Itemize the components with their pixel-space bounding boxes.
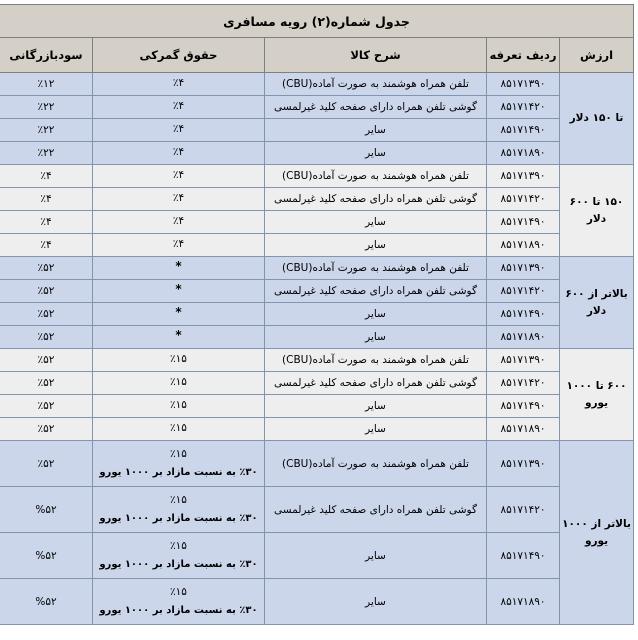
customs-duty-cell xyxy=(93,372,265,395)
commercial-profit-cell: ٪۲۲ xyxy=(0,142,93,165)
tariff-table xyxy=(0,4,634,625)
commercial-profit-cell: %۵۲ xyxy=(0,579,93,625)
value-group-cell: تا ۱۵۰ دلار xyxy=(560,73,634,165)
tariff-code-cell: ۸۵۱۷۱۸۹۰ xyxy=(487,234,560,257)
customs-duty-value: ٪۴ xyxy=(172,192,185,205)
tariff-code-cell: ۸۵۱۷۱۴۲۰ xyxy=(487,188,560,211)
table-row xyxy=(0,303,634,326)
goods-description-cell: سایر xyxy=(265,303,487,326)
goods-description-cell: گوشی تلفن همراه دارای صفحه کلید غیرلمسی xyxy=(265,487,487,533)
customs-duty-value: ٪۱۵ xyxy=(170,448,187,461)
commercial-profit-cell: ٪۴ xyxy=(0,165,93,188)
commercial-profit-cell: ٪۴ xyxy=(0,211,93,234)
table-row xyxy=(0,533,634,579)
tariff-code-cell: ۸۵۱۷۱۸۹۰ xyxy=(487,579,560,625)
table-row xyxy=(0,418,634,441)
table-row xyxy=(0,211,634,234)
goods-description-cell: تلفن همراه هوشمند به صورت آماده(CBU) xyxy=(265,349,487,372)
asterisk-icon: * xyxy=(175,282,182,297)
table-row xyxy=(0,487,634,533)
commercial-profit-cell: ٪۲۲ xyxy=(0,96,93,119)
tariff-code-cell: ۸۵۱۷۱۳۹۰ xyxy=(487,349,560,372)
table-row xyxy=(0,234,634,257)
table-row xyxy=(0,579,634,625)
commercial-profit-cell: ٪۵۲ xyxy=(0,257,93,280)
customs-duty-cell xyxy=(93,395,265,418)
table-row xyxy=(0,96,634,119)
value-group-cell: بالاتر از ۱۰۰۰ یورو xyxy=(560,441,634,625)
tariff-code-cell: ۸۵۱۷۱۴۹۰ xyxy=(487,119,560,142)
customs-duty-cell xyxy=(93,487,265,533)
customs-duty-cell xyxy=(93,165,265,188)
table-head xyxy=(0,5,634,73)
table-body xyxy=(0,73,634,625)
commercial-profit-cell: ٪۵۲ xyxy=(0,326,93,349)
customs-duty-cell xyxy=(93,96,265,119)
column-header-duty: حقوق گمرکی xyxy=(93,38,265,73)
tariff-code-cell: ۸۵۱۷۱۴۹۰ xyxy=(487,211,560,234)
customs-duty-value: ٪۱۵ xyxy=(170,376,187,389)
table-row xyxy=(0,372,634,395)
customs-duty-value: ٪۴ xyxy=(172,169,185,182)
commercial-profit-cell: ٪۵۲ xyxy=(0,418,93,441)
tariff-code-cell: ۸۵۱۷۱۴۲۰ xyxy=(487,96,560,119)
column-header-desc: شرح کالا xyxy=(265,38,487,73)
customs-duty-value: ٪۱۵ xyxy=(170,422,187,435)
tariff-code-cell: ۸۵۱۷۱۳۹۰ xyxy=(487,165,560,188)
customs-duty-cell xyxy=(93,257,265,280)
asterisk-icon: * xyxy=(175,328,182,343)
goods-description-cell: تلفن همراه هوشمند به صورت آماده(CBU) xyxy=(265,73,487,96)
commercial-profit-cell: ٪۱۲ xyxy=(0,73,93,96)
goods-description-cell: گوشی تلفن همراه دارای صفحه کلید غیرلمسی xyxy=(265,188,487,211)
column-header-tariff: ردیف تعرفه xyxy=(487,38,560,73)
asterisk-icon: * xyxy=(175,305,182,320)
table-row xyxy=(0,165,634,188)
goods-description-cell: گوشی تلفن همراه دارای صفحه کلید غیرلمسی xyxy=(265,372,487,395)
customs-duty-surcharge-note: ٪۳۰ به نسبت مازاد بر ۱۰۰۰ یورو xyxy=(99,466,258,478)
value-group-cell: ۶۰۰ تا ۱۰۰۰ یورو xyxy=(560,349,634,441)
asterisk-icon: * xyxy=(175,259,182,274)
table-row xyxy=(0,280,634,303)
tariff-code-cell: ۸۵۱۷۱۸۹۰ xyxy=(487,326,560,349)
commercial-profit-cell: ٪۵۲ xyxy=(0,372,93,395)
commercial-profit-cell: ٪۵۲ xyxy=(0,395,93,418)
tariff-code-cell: ۸۵۱۷۱۴۹۰ xyxy=(487,303,560,326)
goods-description-cell: سایر xyxy=(265,119,487,142)
goods-description-cell: سایر xyxy=(265,211,487,234)
customs-duty-cell xyxy=(93,579,265,625)
goods-description-cell: تلفن همراه هوشمند به صورت آماده(CBU) xyxy=(265,441,487,487)
tariff-code-cell: ۸۵۱۷۱۴۹۰ xyxy=(487,395,560,418)
table-row xyxy=(0,395,634,418)
table-title-row xyxy=(0,5,634,38)
column-header-profit: سودبازرگانی xyxy=(0,38,93,73)
commercial-profit-cell: ٪۵۲ xyxy=(0,303,93,326)
table-row xyxy=(0,119,634,142)
customs-duty-surcharge-note: ٪۳۰ به نسبت مازاد بر ۱۰۰۰ یورو xyxy=(99,512,258,524)
column-header-value: ارزش xyxy=(560,38,634,73)
customs-duty-value: ٪۱۵ xyxy=(170,586,187,599)
tariff-code-cell: ۸۵۱۷۱۸۹۰ xyxy=(487,418,560,441)
goods-description-cell: تلفن همراه هوشمند به صورت آماده(CBU) xyxy=(265,257,487,280)
commercial-profit-cell: ٪۵۲ xyxy=(0,441,93,487)
commercial-profit-cell: ٪۴ xyxy=(0,234,93,257)
goods-description-cell: سایر xyxy=(265,142,487,165)
customs-duty-value: ٪۴ xyxy=(172,123,185,136)
customs-duty-cell xyxy=(93,234,265,257)
customs-duty-value: ٪۱۵ xyxy=(170,399,187,412)
customs-duty-cell xyxy=(93,119,265,142)
table-row xyxy=(0,142,634,165)
goods-description-cell: سایر xyxy=(265,533,487,579)
goods-description-cell: سایر xyxy=(265,326,487,349)
table-row xyxy=(0,257,634,280)
customs-duty-cell xyxy=(93,441,265,487)
commercial-profit-cell: ٪۵۲ xyxy=(0,280,93,303)
tariff-code-cell: ۸۵۱۷۱۴۹۰ xyxy=(487,533,560,579)
customs-duty-cell xyxy=(93,533,265,579)
customs-duty-value: ٪۱۵ xyxy=(170,494,187,507)
customs-duty-value: ٪۱۵ xyxy=(170,353,187,366)
goods-description-cell: گوشی تلفن همراه دارای صفحه کلید غیرلمسی xyxy=(265,96,487,119)
commercial-profit-cell: ٪۲۲ xyxy=(0,119,93,142)
goods-description-cell: سایر xyxy=(265,418,487,441)
commercial-profit-cell: %۵۲ xyxy=(0,487,93,533)
table-row xyxy=(0,188,634,211)
commercial-profit-cell: ٪۴ xyxy=(0,188,93,211)
customs-duty-surcharge-note: ٪۳۰ به نسبت مازاد بر ۱۰۰۰ یورو xyxy=(99,558,258,570)
table-row xyxy=(0,326,634,349)
goods-description-cell: سایر xyxy=(265,234,487,257)
tariff-code-cell: ۸۵۱۷۱۸۹۰ xyxy=(487,142,560,165)
customs-duty-value: ٪۴ xyxy=(172,238,185,251)
tariff-code-cell: ۸۵۱۷۱۳۹۰ xyxy=(487,73,560,96)
customs-duty-cell xyxy=(93,418,265,441)
value-group-cell: ۱۵۰ تا ۶۰۰ دلار xyxy=(560,165,634,257)
tariff-code-cell: ۸۵۱۷۱۳۹۰ xyxy=(487,257,560,280)
customs-duty-cell xyxy=(93,73,265,96)
goods-description-cell: سایر xyxy=(265,395,487,418)
table-row xyxy=(0,349,634,372)
customs-duty-cell xyxy=(93,326,265,349)
customs-duty-value: ٪۱۵ xyxy=(170,540,187,553)
tariff-code-cell: ۸۵۱۷۱۴۲۰ xyxy=(487,487,560,533)
commercial-profit-cell: ٪۵۲ xyxy=(0,349,93,372)
goods-description-cell: سایر xyxy=(265,579,487,625)
customs-duty-cell xyxy=(93,142,265,165)
table-header-row xyxy=(0,38,634,73)
goods-description-cell: تلفن همراه هوشمند به صورت آماده(CBU) xyxy=(265,165,487,188)
table-row xyxy=(0,73,634,96)
customs-duty-cell xyxy=(93,349,265,372)
commercial-profit-cell: %۵۲ xyxy=(0,533,93,579)
customs-duty-cell xyxy=(93,303,265,326)
goods-description-cell: گوشی تلفن همراه دارای صفحه کلید غیرلمسی xyxy=(265,280,487,303)
customs-duty-value: ٪۴ xyxy=(172,77,185,90)
value-group-cell: بالاتر از ۶۰۰ دلار xyxy=(560,257,634,349)
tariff-code-cell: ۸۵۱۷۱۴۲۰ xyxy=(487,372,560,395)
tariff-code-cell: ۸۵۱۷۱۴۲۰ xyxy=(487,280,560,303)
table-title: جدول شماره(۲) رویه مسافری xyxy=(0,5,634,38)
customs-duty-surcharge-note: ٪۳۰ به نسبت مازاد بر ۱۰۰۰ یورو xyxy=(99,604,258,616)
customs-duty-value: ٪۴ xyxy=(172,146,185,159)
tariff-code-cell: ۸۵۱۷۱۳۹۰ xyxy=(487,441,560,487)
customs-duty-value: ٪۴ xyxy=(172,100,185,113)
customs-duty-cell xyxy=(93,211,265,234)
customs-duty-cell xyxy=(93,188,265,211)
customs-duty-cell xyxy=(93,280,265,303)
table-row xyxy=(0,441,634,487)
customs-duty-value: ٪۴ xyxy=(172,215,185,228)
